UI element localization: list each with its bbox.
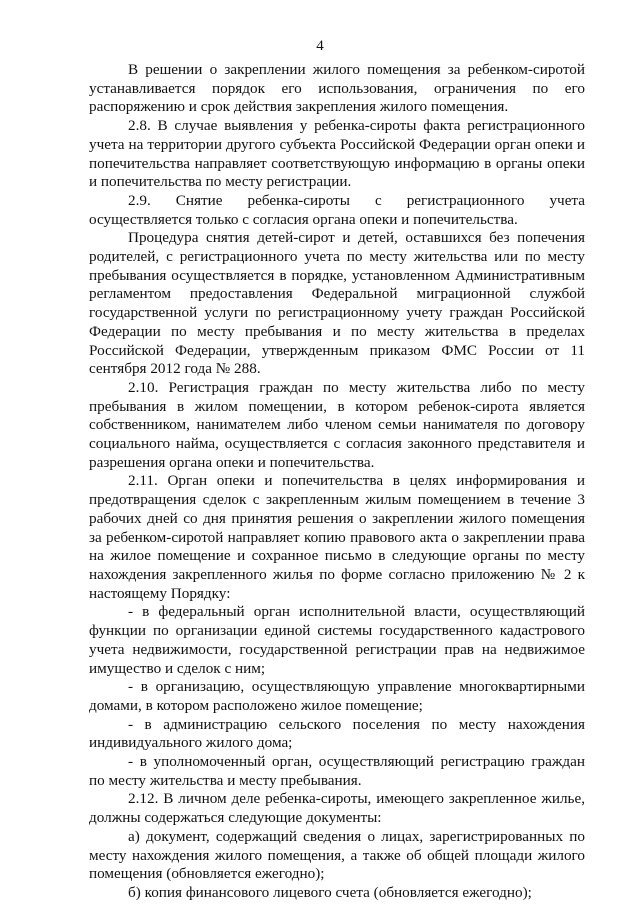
- paragraph-2-12: 2.12. В личном деле ребенка-сироты, имеющего закрепленное жилье, должны содержаться следующие документы:: [89, 790, 585, 827]
- paragraph-decision-order: В решении о закреплении жилого помещения за ребенком-сиротой устанавливается порядок его использования, ограничения по его распоряжению и срок действия закрепления жилого помещения.: [89, 61, 585, 116]
- list-item-rural-administration: - в администрацию сельского поселения по месту нахождения индивидуального жилого дома;: [89, 715, 585, 752]
- page-number: 4: [316, 38, 324, 54]
- paragraph-2-8: 2.8. В случае выявления у ребенка-сироты факта регистрационного учета на территории другого субъекта Российской Федерации орган опеки и попечительства направляет соответствующую информацию в органы опеки и попечительства по месту регистрации.: [89, 117, 585, 191]
- list-item-document-b: б) копия финансового лицевого счета (обновляется ежегодно);: [128, 883, 532, 901]
- paragraph-2-10: 2.10. Регистрация граждан по месту жительства либо по месту пребывания в жилом помещении, в котором ребенок-сирота является собственником, нанимателем либо членом семьи нанимателя по договору социального найма, осуществляется с согласия законного представителя и разрешения органа опеки и попечительства.: [89, 378, 585, 471]
- document-body: [89, 61, 585, 903]
- list-item-registration-authority: - в уполномоченный орган, осуществляющий регистрацию граждан по месту жительства и месту пребывания.: [89, 753, 585, 789]
- list-item-management-organization: - в организацию, осуществляющую управление многоквартирными домами, в котором расположено жилое помещение;: [89, 678, 585, 714]
- list-item-federal-body: - в федеральный орган исполнительной власти, осуществляющий функции по организации единой системы государственного кадастрового учета недвижимости, государственной регистрации прав на недвижимое имущество и сделок с ним;: [89, 603, 585, 677]
- paragraph-2-9: 2.9. Снятие ребенка-сироты с регистрационного учета осуществляется только с согласия органа опеки и попечительства.: [89, 191, 585, 228]
- paragraph-deregistration-procedure: Процедура снятия детей-сирот и детей, оставшихся без попечения родителей, с регистрационного учета по месту жительства или по месту пребывания осуществляется в порядке, установленном Административным регламентом предоставления Федеральной миграционной службой государственной услуги по регистрационному учету граждан Российской Федерации по месту пребывания и по месту жительства в пределах Российской Федерации, утвержденным приказом ФМС России от 11 сентября 2012 года № 288.: [89, 229, 585, 378]
- paragraph-2-11: 2.11. Орган опеки и попечительства в целях информирования и предотвращения сделок с закрепленным жилым помещением в течение 3 рабочих дней со дня принятия решения о закреплении жилого помещения за ребенком-сиротой направляет копию правового акта о закреплении права на жилое помещение и сохранное письмо в следующие органы по месту нахождения закрепленного жилья по форме согласно приложению № 2 к настоящему Порядку:: [89, 472, 585, 602]
- list-item-document-a: а) документ, содержащий сведения о лицах, зарегистрированных по месту нахождения жилого помещения, а также об общей площади жилого помещения (обновляется ежегодно);: [89, 827, 585, 883]
